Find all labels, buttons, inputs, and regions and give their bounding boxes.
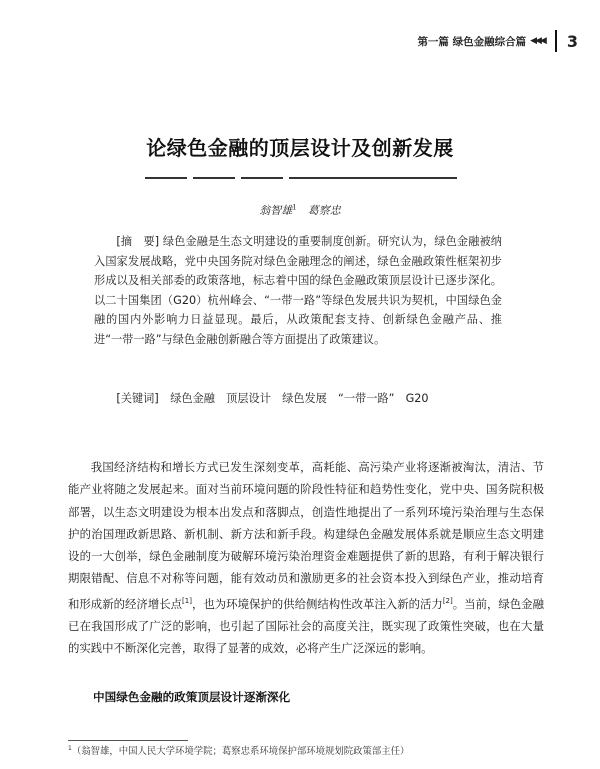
title-rule-2 [193, 177, 235, 179]
footnote [68, 743, 548, 757]
abstract: [摘 要] 绿色金融是生态文明建设的重要制度创新。研究认为，绿色金融被纳入国家发展战略，党中央国务院对绿色金融理念的阐述，绿色金融政策性框架初步形成以及相关部委的政策落地，标志着中国的绿色金融政策顶层设计已逐步深化。以二十国集团（G20）杭州峰会、“一带一路”等绿色发展共识为契机，中国绿色金融的国内外影响力日益显现。最后，从政策配套支持、创新绿色金融产品、推进“一带一路”与绿色金融创新融合等方面提出了政策建议。 [94, 235, 502, 346]
author-1: 翁智雄 [259, 204, 293, 217]
arrows-icon: ◀◀◀ [530, 36, 545, 46]
body-text-1: 我国经济结构和增长方式已发生深刻变革，高耗能、高污染产业将逐渐被淘汰，清洁、节能产业将随之发展起来。面对当前环境问题的阶段性特征和趋势性变化，党中央、国务院积极部署，以生态文明建设为根本出发点和落脚点，创造性地提出了一系列环境污染治理与生态保护的治国理政新思路、新机制、新方法和新手段。构建绿色金融发展体系就是顺应生态文明建设的一大创举，绿色金融制度为破解环境污染治理资金难题提供了新的思路，有利于解决银行期限错配、信息不对称等问题，能有效动员和激励更多的社会资本投入到绿色产业，推动培育和形成新的经济增长点 [68, 460, 544, 611]
author-line [0, 202, 600, 218]
title-rule-3 [241, 177, 283, 179]
header-divider [555, 30, 557, 52]
running-title: 第一篇 绿色金融综合篇 [417, 35, 527, 48]
author-1-footnote-mark: 1 [292, 203, 297, 212]
title-rule-1 [145, 177, 187, 179]
keywords: [关键词] 绿色金融 顶层设计 绿色发展 “一带一路” G20 [116, 392, 429, 405]
title-rule-4 [289, 177, 457, 179]
section-heading: 中国绿色金融的政策顶层设计逐渐深化 [93, 690, 291, 704]
page-number: 3 [566, 31, 578, 51]
body-text-3: 。当前，绿色金融已在我国形成了广泛的影响，也引起了国际社会的高度关注，既实现了政策性突破，也在大量的实践中不断深化完善，取得了显著的成效，必将产生广泛深远的影响。 [68, 596, 544, 656]
article-title: 论绿色金融的顶层设计及创新发展 [146, 136, 454, 160]
citation-2: [2] [442, 596, 453, 605]
footnote-mark: 1 [68, 744, 72, 752]
footnote-text: （翁智雄，中国人民大学环境学院；葛察忠系环境保护部环境规划院政策部主任） [71, 746, 410, 757]
body-paragraph [68, 456, 544, 659]
citation-1: [1] [182, 596, 192, 605]
footnote-divider [68, 740, 188, 741]
body-text-2: ，也为环境保护的供给侧结构性改革注入新的活力 [191, 596, 443, 611]
author-2: 葛察忠 [307, 204, 341, 217]
running-header [417, 30, 578, 52]
title-underline [145, 177, 457, 179]
